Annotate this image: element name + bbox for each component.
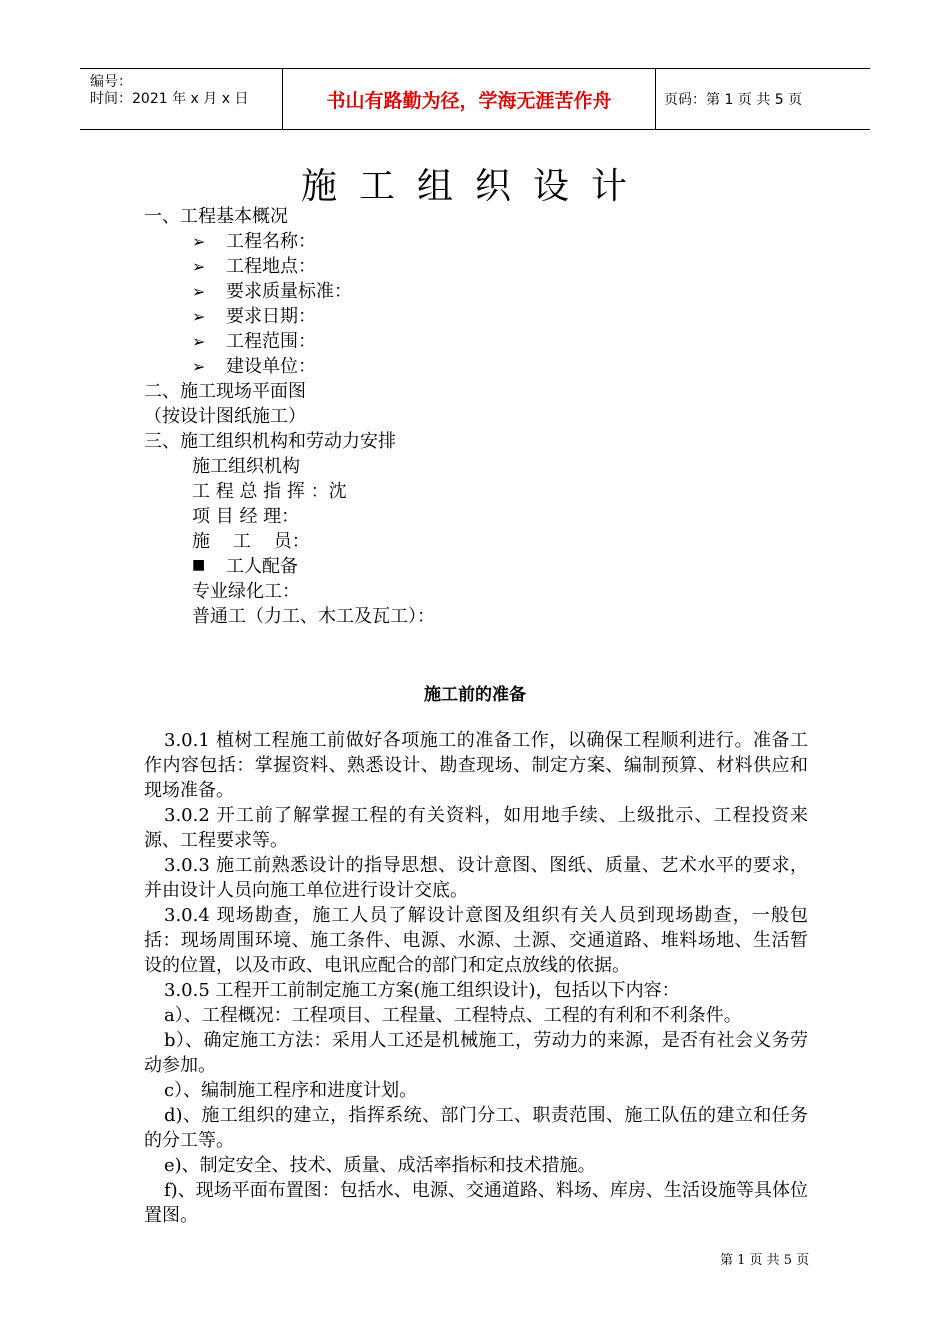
list-item: 工程地点：: [226, 256, 316, 277]
section2-note: （按设计图纸施工）: [144, 406, 306, 427]
page-footer: 第 1 页 共 5 页: [720, 1253, 810, 1268]
paragraph: d)、施工组织的建立，指挥系统、部门分工、职责范围、施工队伍的建立和任务的分工等。: [144, 1105, 808, 1151]
manager-line: 项 目 经 理：: [192, 506, 300, 527]
list-item: 工程名称：: [226, 231, 316, 252]
time-label: 时间：2021 年 x 月 x 日: [90, 91, 249, 107]
arrow-bullet-icon: ➢: [192, 357, 206, 376]
section3-heading: 三、施工组织机构和劳动力安排: [144, 431, 396, 452]
commander-line: 工 程 总 指 挥 ：沈: [192, 481, 347, 502]
org-title: 施工组织机构: [192, 456, 300, 477]
prep-heading: 施工前的准备: [424, 685, 526, 705]
arrow-bullet-icon: ➢: [192, 332, 206, 351]
number-label: 编号：: [90, 74, 132, 90]
header-page-info: 页码：第 1 页 共 5 页: [664, 92, 803, 108]
document-header: [80, 68, 870, 130]
paragraph: 3.0.1 植树工程施工前做好各项施工的准备工作，以确保工程顺利进行。准备工作内容包括：掌握资料、熟悉设计、勘查现场、制定方案、编制预算、材料供应和现场准备。: [144, 730, 808, 801]
list-item: 工程范围：: [226, 331, 316, 352]
paragraph: b）、确定施工方法：采用人工还是机械施工，劳动力的来源，是否有社会义务劳动参加。: [144, 1030, 808, 1076]
paragraph: 3.0.4 现场勘查，施工人员了解设计意图及组织有关人员到现场勘查，一般包括：现场周围环境、施工条件、电源、水源、土源、交通道路、堆料场地、生活暂设的位置，以及市政、电讯应配合的部门和定点放线的依据。: [144, 905, 808, 976]
section1-heading: 一、工程基本概况: [144, 206, 288, 227]
green-workers-line: 专业绿化工：: [192, 581, 300, 602]
header-meta: [80, 69, 282, 129]
arrow-bullet-icon: ➢: [192, 257, 206, 276]
workers-title: 工人配备: [226, 556, 298, 577]
paragraph: 3.0.3 施工前熟悉设计的指导思想、设计意图、图纸、质量、艺术水平的要求，并由设计人员向施工单位进行设计交底。: [144, 855, 808, 901]
paragraph: e)、制定安全、技术、质量、成活率指标和技术措施。: [164, 1155, 596, 1176]
arrow-bullet-icon: ➢: [192, 232, 206, 251]
paragraph: c）、编制施工程序和进度计划。: [164, 1080, 418, 1101]
list-item: 要求质量标准：: [226, 281, 352, 302]
arrow-bullet-icon: ➢: [192, 282, 206, 301]
section2-heading: 二、施工现场平面图: [144, 381, 306, 402]
document-title: 施工组织设计: [300, 166, 649, 207]
paragraph: a）、工程概况：工程项目、工程量、工程特点、工程的有利和不利条件。: [164, 1005, 742, 1026]
paragraph: 3.0.2 开工前了解掌握工程的有关资料，如用地手续、上级批示、工程投资来源、工程要求等。: [144, 805, 808, 851]
constructor-line: 施 工 员：: [192, 531, 310, 552]
paragraph: f)、现场平面布置图：包括水、电源、交通道路、料场、库房、生活设施等具体位置图。: [144, 1180, 808, 1226]
header-motto: 书山有路勤为径，学海无涯苦作舟: [282, 69, 656, 129]
paragraph: 3.0.5 工程开工前制定施工方案(施工组织设计)，包括以下内容：: [164, 980, 680, 1001]
list-item: 要求日期：: [226, 306, 316, 327]
square-bullet-icon: ■: [192, 557, 206, 573]
list-item: 建设单位：: [226, 356, 316, 377]
general-workers-line: 普通工（力工、木工及瓦工）：: [192, 606, 435, 627]
arrow-bullet-icon: ➢: [192, 307, 206, 326]
